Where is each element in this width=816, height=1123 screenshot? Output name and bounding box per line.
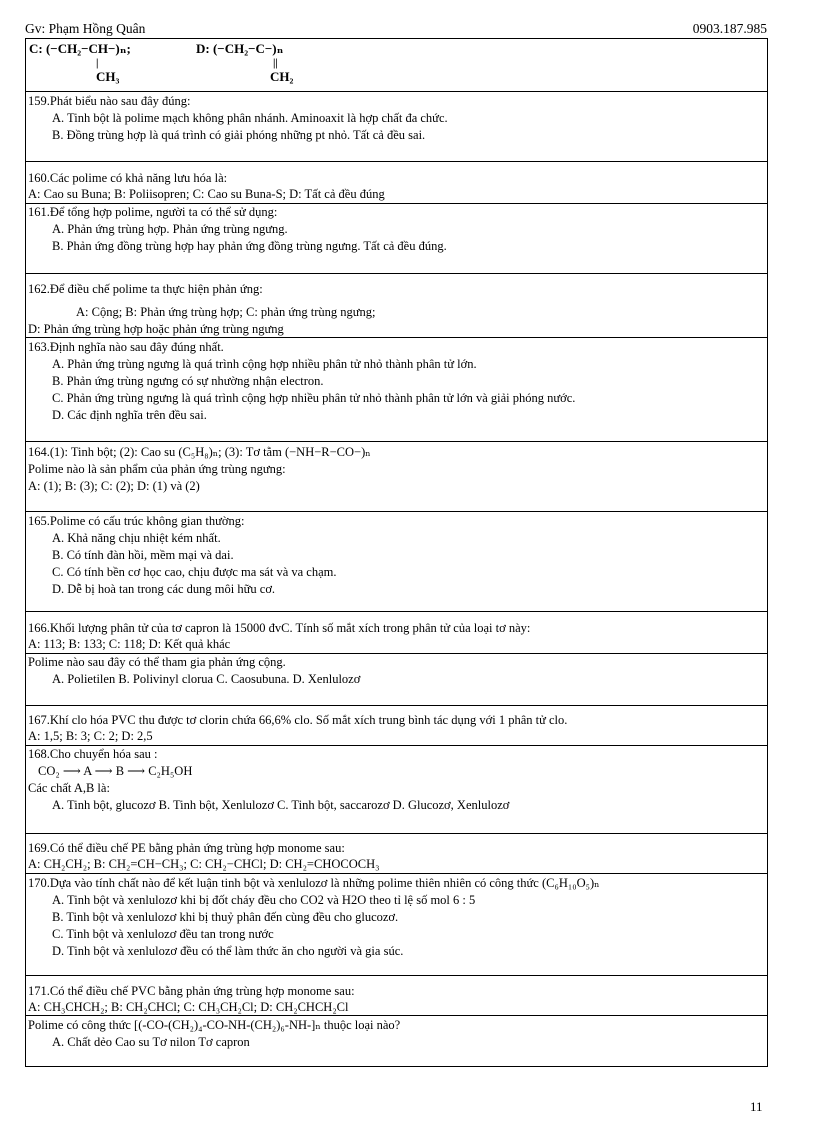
- options: A. Tinh bột, glucozơ B. Tinh bột, Xenlulozơ C. Tinh bột, saccarozơ D. Glucozơ, Xenlulozơ: [52, 798, 510, 812]
- question-167: [26, 705, 767, 745]
- option-c: C. Có tính bền cơ học cao, chịu được ma sát và va chạm.: [52, 565, 337, 579]
- options: A. Polietilen B. Polivinyl clorua C. Caosubuna. D. Xenlulozơ: [52, 672, 361, 686]
- question-169: [26, 833, 767, 873]
- option-d: D. Dễ bị hoà tan trong các dung môi hữu cơ.: [52, 582, 276, 596]
- question-170: [26, 873, 767, 975]
- option-d: D. Các định nghĩa trên đều sai.: [52, 408, 207, 422]
- question-nylon: [26, 1015, 767, 1067]
- question-164: [26, 441, 767, 511]
- question-stem: 166.Khối lượng phân tử của tơ capron là 15000 đvC. Tính số mắt xích trong phân tử của loại tơ này:: [28, 621, 531, 635]
- teacher-name: Gv: Phạm Hồng Quân: [25, 21, 146, 36]
- options: A: 113; B: 133; C: 118; D: Kết quả khác: [28, 637, 231, 651]
- question-162: [26, 273, 767, 337]
- option-a: A. Tinh bột và xenlulozơ khi bị đốt cháy đều cho CO2 và H2O theo tỉ lệ số mol 6 : 5: [52, 893, 476, 907]
- question-stem: 169.Có thể điều chế PE bằng phản ứng trùng hợp monome sau:: [28, 841, 345, 855]
- option-a: A. Phản ứng trùng hợp. Phản ứng trùng ngưng.: [52, 222, 288, 236]
- option-a: A. Khả năng chịu nhiệt kém nhất.: [52, 531, 221, 545]
- option-d-branch: CH₂: [270, 69, 294, 84]
- question-stem: Polime có công thức [(-CO-(CH₂)₄-CO-NH-(CH₂)₆-NH-]ₙ thuộc loại nào?: [28, 1018, 401, 1032]
- question-159: [26, 91, 767, 161]
- option-c-formula: C: (−CH₂−CH−)ₙ;: [29, 41, 131, 56]
- question-table: [25, 38, 768, 1067]
- question-166: [26, 611, 767, 653]
- option-b: B. Phản ứng đồng trùng hợp hay phản ứng đồng trùng ngưng. Tất cả đều đúng.: [52, 239, 447, 253]
- options: A: CH₃CHCH₂; B: CH₂CHCl; C: CH₃CH₂Cl; D: CH₂CHCH₂Cl: [28, 1000, 349, 1014]
- question-stem: 163.Định nghĩa nào sau đây đúng nhất.: [28, 340, 224, 354]
- question-171: [26, 975, 767, 1015]
- options: A: 1,5; B: 3; C: 2; D: 2,5: [28, 729, 153, 743]
- page-header: [25, 21, 767, 38]
- question-stem: 168.Cho chuyển hóa sau :: [28, 747, 158, 761]
- question-160: [26, 161, 767, 203]
- question-prompt: Các chất A,B là:: [28, 781, 110, 795]
- options: A. Chất dẻo Cao su Tơ nilon Tơ capron: [52, 1035, 250, 1049]
- options-abc: A: Cộng; B: Phản ứng trùng hợp; C: phản ứng trùng ngưng;: [76, 305, 376, 319]
- question-stem: 162.Để điều chế polime ta thực hiện phản ứng:: [28, 282, 263, 296]
- options: A: CH₂CH₂; B: CH₂=CH−CH₃; C: CH₂−CHCl; D: CH₂=CHOCOCH₃: [28, 857, 380, 871]
- question-prompt: Polime nào là sản phẩm của phản ứng trùng ngưng:: [28, 462, 286, 476]
- question-addition-polymer: [26, 653, 767, 705]
- option-d: D. Tinh bột và xenlulozơ đều có thể làm thức ăn cho người và gia súc.: [52, 944, 404, 958]
- option-c: C. Phản ứng trùng ngưng là quá trình cộng hợp nhiều phân tử nhỏ thành phân tử lớn và giải phóng nước.: [52, 391, 576, 405]
- options: A: (1); B: (3); C: (2); D: (1) và (2): [28, 479, 200, 493]
- question-stem: 161.Để tổng hợp polime, người ta có thể sử dụng:: [28, 205, 278, 219]
- question-stem: 160.Các polime có khả năng lưu hóa là:: [28, 171, 228, 185]
- page-number: 11: [750, 1099, 763, 1114]
- question-stem: 170.Dựa vào tính chất nào để kết luận tinh bột và xenlulozơ là những polime thiên nhiên có công thức (C₆H₁₀O₅)ₙ: [28, 876, 600, 890]
- question-163: [26, 337, 767, 441]
- question-165: [26, 511, 767, 611]
- option-b: B. Đồng trùng hợp là quá trình có giải phóng những pt nhỏ. Tất cả đều sai.: [52, 128, 426, 142]
- conversion-chain: CO₂ ⟶ A ⟶ B ⟶ C₂H₅OH: [38, 764, 193, 778]
- option-d: D: Phản ứng trùng hợp hoặc phản ứng trùng ngưng: [28, 322, 284, 336]
- question-161: [26, 203, 767, 273]
- question-stem: 164.(1): Tinh bột; (2): Cao su (C₅H₈)ₙ; (3): Tơ tằm (−NH−R−CO−)ₙ: [28, 445, 371, 459]
- option-b: B. Phản ứng trùng ngưng có sự nhường nhận electron.: [52, 374, 324, 388]
- formula-row: C: (−CH₂−CH−)ₙ; | CH₃ D: (−CH₂−C−)ₙ || CH₂: [29, 41, 294, 84]
- question-stem: 167.Khí clo hóa PVC thu được tơ clorin chứa 66,6% clo. Số mắt xích trung bình tác dụng với 1 phân tử clo.: [28, 713, 568, 727]
- question-stem: Polime nào sau đây có thể tham gia phản ứng cộng.: [28, 655, 286, 669]
- option-d-formula: D: (−CH₂−C−)ₙ: [196, 41, 284, 56]
- phone-number: 0903.187.985: [692, 21, 767, 36]
- option-a: A. Phản ứng trùng ngưng là quá trình cộng hợp nhiều phân tử nhỏ thành phân tử lớn.: [52, 357, 477, 371]
- option-c: C. Tinh bột và xenlulozơ đều tan trong nước: [52, 927, 274, 941]
- option-b: B. Tinh bột và xenlulozơ khi bị thuỷ phân đến cùng đều cho glucozơ.: [52, 910, 399, 924]
- question-stem: 171.Có thể điều chế PVC bằng phản ứng trùng hợp monome sau:: [28, 984, 355, 998]
- option-c-branch: CH₃: [96, 69, 120, 84]
- option-a: A. Tinh bột là polime mạch không phân nhánh. Aminoaxit là hợp chất đa chức.: [52, 111, 448, 125]
- question-stem: 159.Phát biểu nào sau đây đúng:: [28, 94, 191, 108]
- option-b: B. Có tính đàn hồi, mềm mại và dai.: [52, 548, 234, 562]
- question-stem: 165.Polime có cấu trúc không gian thường:: [28, 514, 245, 528]
- question-168: [26, 745, 767, 833]
- options: A: Cao su Buna; B: Poliisopren; C: Cao su Buna-S; D: Tất cả đều đúng: [28, 187, 385, 201]
- double-bond: ||: [273, 57, 278, 69]
